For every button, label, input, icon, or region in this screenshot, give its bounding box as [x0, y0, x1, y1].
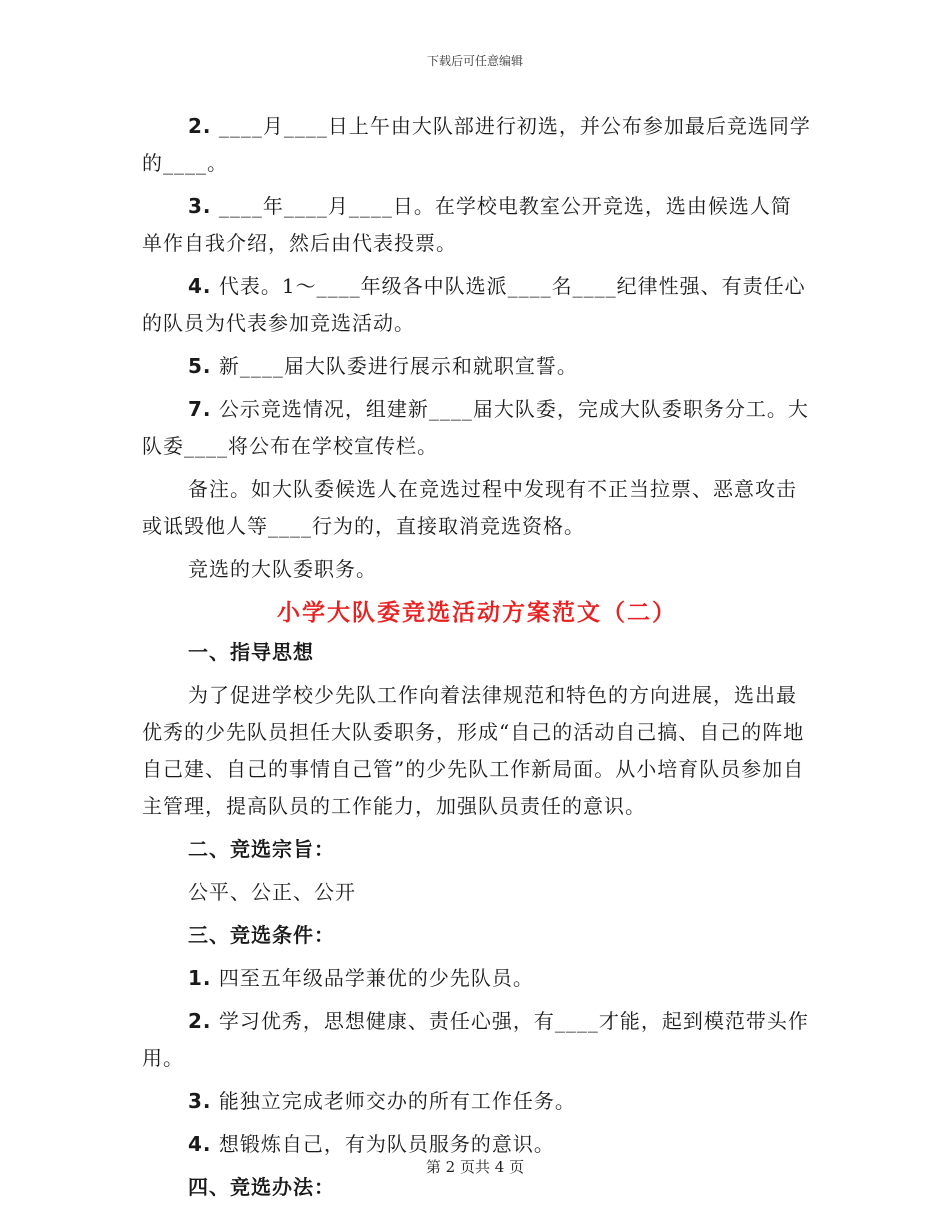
item-text: 新____届大队委进行展示和就职宣誓。 — [211, 354, 578, 378]
list-item — [142, 1083, 812, 1120]
note-paragraph: 竞选的大队委职务。 — [188, 557, 377, 581]
item-text: 学习优秀，思想健康、责任心强，有____才能，起到模范带头作用。 — [142, 1009, 809, 1070]
section-title: 小学大队委竞选活动方案范文（二） — [277, 599, 677, 626]
list-item — [142, 960, 812, 997]
section-heading: 三、竞选条件： — [188, 923, 335, 947]
note-paragraph: 备注。如大队委候选人在竞选过程中发现有不正当拉票、恶意攻击或诋毁他人等____行为的，直接取消竞选资格。 — [142, 477, 797, 538]
item-number: 1. — [188, 966, 212, 990]
body-paragraph: 为了促进学校少先队工作向着法律规范和特色的方向进展，选出最优秀的少先队员担任大队委职务，形成“自己的活动自己搞、自己的阵地自己建、自己的事情自己管”的少先队工作新局面。从小培育队员参加自主管理，提高队员的工作能力，加强队员责任的意识。 — [142, 683, 805, 818]
list-item — [142, 108, 812, 182]
item-number: 3. — [188, 1089, 212, 1113]
item-text: ____月____日上午由大队部进行初选，并公布参加最后竞选同学的____。 — [142, 114, 811, 175]
list-item — [142, 188, 812, 262]
item-text: 代表。1～____年级各中队选派____名____纪律性强、有责任心的队员为代表参加竞选活动。 — [142, 274, 806, 335]
item-text: 四至五年级品学兼优的少先队员。 — [211, 966, 534, 990]
item-text: 想锻炼自己，有为队员服务的意识。 — [211, 1132, 555, 1156]
item-number: 2. — [188, 1009, 212, 1033]
page-footer: 第 2 页共 4 页 — [425, 1158, 525, 1176]
list-item — [142, 391, 812, 465]
item-text: 能独立完成老师交办的所有工作任务。 — [211, 1089, 576, 1113]
item-text: ____年____月____日。在学校电教室公开竞选，选由候选人简单作自我介绍，然后由代表投票。 — [142, 194, 792, 255]
section-heading: 一、指导思想 — [188, 640, 314, 664]
item-number: 4. — [188, 274, 212, 298]
body-paragraph: 公平、公正、公开 — [188, 880, 356, 904]
list-item — [142, 1003, 812, 1077]
list-item — [142, 348, 812, 385]
item-text: 公示竞选情况，组建新____届大队委，完成大队委职务分工。大队委____将公布在学校宣传栏。 — [142, 397, 809, 458]
list-item — [142, 268, 812, 342]
item-number: 2. — [188, 114, 212, 138]
section-heading: 二、竞选宗旨： — [188, 837, 335, 861]
item-number: 4. — [188, 1132, 212, 1156]
item-number: 5. — [188, 354, 212, 378]
item-number: 3. — [188, 194, 212, 218]
document-body — [142, 108, 812, 1206]
section-heading: 四、竞选办法： — [188, 1175, 335, 1199]
page-header: 下载后可任意编辑 — [426, 54, 523, 68]
item-number: 7. — [188, 397, 212, 421]
